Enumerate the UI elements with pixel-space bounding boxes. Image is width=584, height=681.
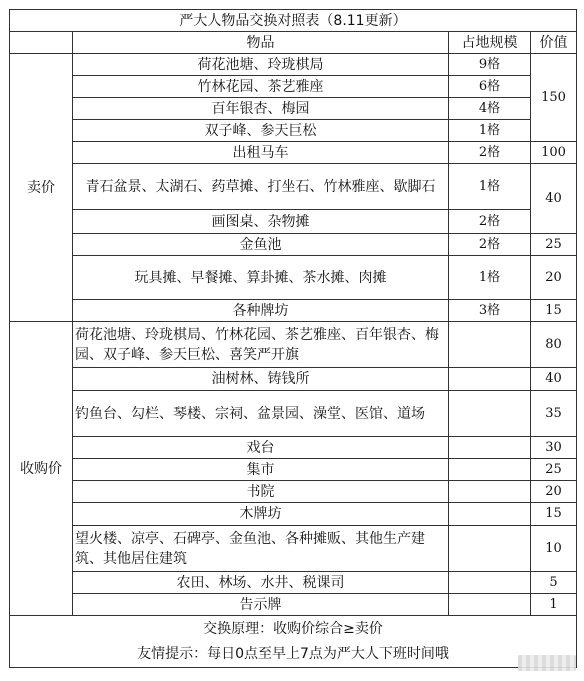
header-size: 占地规模 [449,32,531,54]
friendly-tip: 友情提示：每日0点至早上7点为严大人下班时间哦 [10,642,577,668]
sell-size: 4格 [449,98,531,120]
exchange-table-sheet [9,9,577,668]
sell-item: 各种牌坊 [73,300,449,322]
sell-item: 百年银杏、梅园 [73,98,449,120]
buy-item: 书院 [73,481,449,503]
buy-size-blank [449,322,531,368]
table-row [10,76,577,98]
table-row [10,459,577,481]
buy-item: 油树林、铸钱所 [73,368,449,391]
sell-size: 1格 [449,164,531,210]
table-row [10,594,577,616]
buy-item: 望火楼、凉亭、石碑亭、金鱼池、各种摊贩、其他生产建筑、其他居住建筑 [73,526,449,572]
header-row [10,32,577,54]
sell-item: 荷花池塘、玲珑棋局 [73,54,449,76]
table-row [10,142,577,164]
table-row [10,256,577,300]
header-item: 物品 [73,32,449,54]
buy-size-blank [449,459,531,481]
sell-size: 2格 [449,142,531,164]
footer-row [10,642,577,668]
table-row [10,572,577,594]
blurred-watermark [518,655,576,671]
buy-size-blank [449,572,531,594]
buy-price: 30 [531,437,577,459]
table-row [10,98,577,120]
exchange-table [9,9,577,668]
sell-price: 15 [531,300,577,322]
table-row [10,503,577,526]
sell-item: 玩具摊、早餐摊、算卦摊、茶水摊、肉摊 [73,256,449,300]
table-row [10,526,577,572]
buy-size-blank [449,526,531,572]
buy-price: 1 [531,594,577,616]
sell-item: 青石盆景、太湖石、药草摊、打坐石、竹林雅座、歇脚石 [73,164,449,210]
buy-size-blank [449,437,531,459]
sell-size: 9格 [449,54,531,76]
table-row [10,120,577,142]
sell-item: 金鱼池 [73,234,449,256]
sell-price: 20 [531,256,577,300]
table-title: 严大人物品交换对照表（8.11更新） [10,10,577,32]
buy-size-blank [449,391,531,437]
table-row [10,300,577,322]
buy-size-blank [449,503,531,526]
sell-price: 100 [531,142,577,164]
buy-price: 35 [531,391,577,437]
buy-price: 40 [531,368,577,391]
sell-size: 2格 [449,234,531,256]
footer-row [10,616,577,642]
buy-price: 20 [531,481,577,503]
buy-price: 5 [531,572,577,594]
table-row [10,322,577,368]
buy-item: 告示牌 [73,594,449,616]
sell-item: 画图桌、杂物摊 [73,210,449,234]
table-row [10,391,577,437]
sell-item: 双子峰、参天巨松 [73,120,449,142]
buy-price: 10 [531,526,577,572]
buy-item: 戏台 [73,437,449,459]
header-price: 价值 [531,32,577,54]
sell-size: 3格 [449,300,531,322]
buy-item: 集市 [73,459,449,481]
sell-price-group: 150 [531,54,577,142]
sell-price: 25 [531,234,577,256]
table-row [10,481,577,503]
buy-item: 木牌坊 [73,503,449,526]
sell-item: 竹林花园、茶艺雅座 [73,76,449,98]
table-row [10,368,577,391]
buy-size-blank [449,594,531,616]
sell-price-group: 40 [531,164,577,234]
exchange-principle: 交换原理：收购价综合≥卖价 [10,616,577,642]
sell-size: 1格 [449,120,531,142]
buy-label: 收购价 [10,322,73,616]
buy-size-blank [449,368,531,391]
sell-size: 6格 [449,76,531,98]
table-row [10,234,577,256]
sell-size: 2格 [449,210,531,234]
buy-size-blank [449,481,531,503]
title-row [10,10,577,32]
buy-price: 15 [531,503,577,526]
sell-size: 1格 [449,256,531,300]
table-row [10,54,577,76]
buy-item: 农田、林场、水井、税课司 [73,572,449,594]
table-row [10,210,577,234]
buy-price: 80 [531,322,577,368]
table-row [10,437,577,459]
header-blank [10,32,73,54]
sell-label: 卖价 [10,54,73,322]
buy-item: 钓鱼台、勾栏、琴楼、宗祠、盆景园、澡堂、医馆、道场 [73,391,449,437]
table-row [10,164,577,210]
buy-item: 荷花池塘、玲珑棋局、竹林花园、茶艺雅座、百年银杏、梅园、双子峰、参天巨松、喜笑严开旗 [73,322,449,368]
sell-item: 出租马车 [73,142,449,164]
buy-price: 25 [531,459,577,481]
